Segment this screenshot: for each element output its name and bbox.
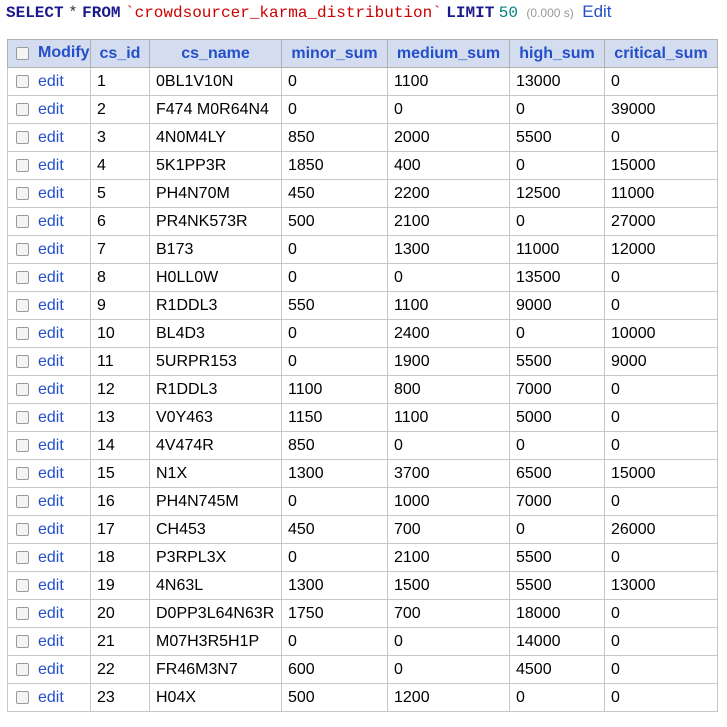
cell-high-sum: 0 [510, 684, 605, 712]
cell-cs-id[interactable]: 17 [91, 516, 150, 544]
row-modify-cell [8, 292, 91, 320]
table-row [8, 124, 718, 152]
cell-critical-sum: 9000 [605, 348, 718, 376]
cell-high-sum: 6500 [510, 460, 605, 488]
row-edit-link[interactable]: edit [38, 520, 64, 538]
cell-cs-id[interactable]: 23 [91, 684, 150, 712]
table-row [8, 348, 718, 376]
cell-minor-sum: 1850 [282, 152, 388, 180]
cell-critical-sum: 27000 [605, 208, 718, 236]
table-row [8, 488, 718, 516]
row-modify-cell [8, 68, 91, 96]
row-checkbox[interactable] [16, 271, 29, 284]
row-checkbox[interactable] [16, 383, 29, 396]
cell-minor-sum: 850 [282, 124, 388, 152]
cell-cs-id[interactable]: 8 [91, 264, 150, 292]
cell-critical-sum: 13000 [605, 572, 718, 600]
row-checkbox[interactable] [16, 215, 29, 228]
cell-medium-sum: 2200 [388, 180, 510, 208]
cell-cs-name: D0PP3L64N63R [150, 600, 282, 628]
query-time: (0.000 s) [526, 6, 574, 20]
cell-high-sum: 0 [510, 432, 605, 460]
sql-star: * [68, 4, 78, 22]
cell-minor-sum: 1300 [282, 460, 388, 488]
row-edit-link[interactable]: edit [38, 576, 64, 594]
cell-high-sum: 13000 [510, 68, 605, 96]
cell-cs-name: PH4N745M [150, 488, 282, 516]
cell-medium-sum: 0 [388, 264, 510, 292]
cell-cs-id[interactable]: 22 [91, 656, 150, 684]
table-row [8, 684, 718, 712]
row-checkbox[interactable] [16, 187, 29, 200]
cell-minor-sum: 1300 [282, 572, 388, 600]
cell-critical-sum: 0 [605, 628, 718, 656]
row-checkbox[interactable] [16, 299, 29, 312]
table-row [8, 320, 718, 348]
cell-critical-sum: 15000 [605, 152, 718, 180]
table-row [8, 152, 718, 180]
cell-cs-name: FR46M3N7 [150, 656, 282, 684]
row-checkbox[interactable] [16, 691, 29, 704]
row-checkbox[interactable] [16, 103, 29, 116]
modify-label[interactable]: Modify [38, 44, 90, 62]
cell-medium-sum: 0 [388, 628, 510, 656]
sql-select-keyword: SELECT [6, 4, 64, 22]
cell-minor-sum: 550 [282, 292, 388, 320]
table-row [8, 292, 718, 320]
cell-critical-sum: 0 [605, 684, 718, 712]
table-body [8, 68, 718, 712]
cell-cs-id[interactable]: 11 [91, 348, 150, 376]
row-checkbox[interactable] [16, 663, 29, 676]
cell-medium-sum: 0 [388, 96, 510, 124]
row-modify-cell [8, 376, 91, 404]
row-edit-link[interactable]: edit [38, 156, 64, 174]
cell-high-sum: 5000 [510, 404, 605, 432]
header-row [8, 40, 718, 68]
cell-cs-id[interactable]: 13 [91, 404, 150, 432]
results-table [7, 39, 718, 712]
cell-high-sum: 5500 [510, 348, 605, 376]
cell-medium-sum: 2100 [388, 544, 510, 572]
table-row [8, 600, 718, 628]
cell-minor-sum: 500 [282, 684, 388, 712]
column-header-cs-name[interactable]: cs_name [150, 40, 282, 68]
cell-high-sum: 7000 [510, 376, 605, 404]
cell-critical-sum: 0 [605, 544, 718, 572]
modify-header [8, 40, 91, 68]
cell-high-sum: 0 [510, 152, 605, 180]
sql-table-name: `crowdsourcer_karma_distribution` [124, 4, 442, 22]
cell-minor-sum: 500 [282, 208, 388, 236]
row-modify-cell [8, 124, 91, 152]
cell-medium-sum: 1000 [388, 488, 510, 516]
cell-critical-sum: 10000 [605, 320, 718, 348]
cell-high-sum: 7000 [510, 488, 605, 516]
row-edit-link[interactable]: edit [38, 436, 64, 454]
cell-critical-sum: 0 [605, 292, 718, 320]
cell-medium-sum: 2400 [388, 320, 510, 348]
row-edit-link[interactable]: edit [38, 632, 64, 650]
cell-minor-sum: 0 [282, 348, 388, 376]
table-row [8, 180, 718, 208]
row-edit-link[interactable]: edit [38, 352, 64, 370]
select-all-checkbox[interactable] [16, 47, 29, 60]
cell-cs-id[interactable]: 18 [91, 544, 150, 572]
row-modify-cell [8, 320, 91, 348]
edit-query-link[interactable]: Edit [582, 2, 612, 21]
sql-limit-keyword: LIMIT [446, 4, 495, 22]
cell-minor-sum: 850 [282, 432, 388, 460]
sql-from-keyword: FROM [82, 4, 121, 22]
cell-cs-name: B173 [150, 236, 282, 264]
row-edit-link[interactable]: edit [38, 380, 64, 398]
table-row [8, 432, 718, 460]
row-checkbox[interactable] [16, 131, 29, 144]
row-edit-link[interactable]: edit [38, 492, 64, 510]
cell-critical-sum: 11000 [605, 180, 718, 208]
row-modify-cell [8, 460, 91, 488]
cell-cs-id[interactable]: 20 [91, 600, 150, 628]
cell-minor-sum: 0 [282, 68, 388, 96]
cell-medium-sum: 0 [388, 432, 510, 460]
row-modify-cell [8, 236, 91, 264]
cell-high-sum: 11000 [510, 236, 605, 264]
cell-cs-id[interactable]: 15 [91, 460, 150, 488]
row-edit-link[interactable]: edit [38, 688, 64, 706]
cell-medium-sum: 1100 [388, 68, 510, 96]
cell-critical-sum: 0 [605, 376, 718, 404]
cell-cs-id[interactable]: 21 [91, 628, 150, 656]
cell-cs-id[interactable]: 1 [91, 68, 150, 96]
cell-cs-name: 4N63L [150, 572, 282, 600]
row-modify-cell [8, 600, 91, 628]
sql-limit-value: 50 [498, 4, 518, 22]
cell-cs-name: PH4N70M [150, 180, 282, 208]
row-checkbox[interactable] [16, 355, 29, 368]
cell-minor-sum: 600 [282, 656, 388, 684]
cell-minor-sum: 0 [282, 544, 388, 572]
row-edit-link[interactable]: edit [38, 548, 64, 566]
table-row [8, 656, 718, 684]
cell-cs-name: V0Y463 [150, 404, 282, 432]
cell-medium-sum: 1200 [388, 684, 510, 712]
row-modify-cell [8, 96, 91, 124]
cell-cs-name: F474 M0R64N4 [150, 96, 282, 124]
cell-cs-name: P3RPL3X [150, 544, 282, 572]
cell-cs-name: 5K1PP3R [150, 152, 282, 180]
row-edit-link[interactable]: edit [38, 464, 64, 482]
table-row [8, 376, 718, 404]
cell-critical-sum: 0 [605, 432, 718, 460]
row-modify-cell [8, 348, 91, 376]
cell-minor-sum: 0 [282, 236, 388, 264]
cell-minor-sum: 1750 [282, 600, 388, 628]
cell-critical-sum: 26000 [605, 516, 718, 544]
cell-cs-name: 5URPR153 [150, 348, 282, 376]
column-header-cs-id[interactable]: cs_id [91, 40, 150, 68]
cell-high-sum: 5500 [510, 124, 605, 152]
table-row [8, 208, 718, 236]
cell-cs-name: 4N0M4LY [150, 124, 282, 152]
cell-cs-name: N1X [150, 460, 282, 488]
cell-medium-sum: 1100 [388, 292, 510, 320]
cell-critical-sum: 0 [605, 600, 718, 628]
cell-cs-id[interactable]: 6 [91, 208, 150, 236]
row-modify-cell [8, 516, 91, 544]
row-checkbox[interactable] [16, 243, 29, 256]
cell-cs-name: 0BL1V10N [150, 68, 282, 96]
cell-medium-sum: 700 [388, 600, 510, 628]
table-row [8, 516, 718, 544]
row-checkbox[interactable] [16, 579, 29, 592]
cell-high-sum: 13500 [510, 264, 605, 292]
table-row [8, 404, 718, 432]
row-checkbox[interactable] [16, 495, 29, 508]
cell-high-sum: 0 [510, 208, 605, 236]
row-checkbox[interactable] [16, 551, 29, 564]
cell-medium-sum: 3700 [388, 460, 510, 488]
cell-cs-id[interactable]: 16 [91, 488, 150, 516]
cell-minor-sum: 1150 [282, 404, 388, 432]
table-row [8, 264, 718, 292]
table-row [8, 572, 718, 600]
row-checkbox[interactable] [16, 635, 29, 648]
cell-minor-sum: 0 [282, 488, 388, 516]
column-header-critical-sum[interactable]: critical_sum [605, 40, 718, 68]
cell-minor-sum: 450 [282, 180, 388, 208]
table-row [8, 544, 718, 572]
cell-high-sum: 5500 [510, 544, 605, 572]
row-edit-link[interactable]: edit [38, 100, 64, 118]
row-edit-link[interactable]: edit [38, 72, 64, 90]
cell-cs-name: H0LL0W [150, 264, 282, 292]
cell-cs-name: CH453 [150, 516, 282, 544]
cell-cs-name: PR4NK573R [150, 208, 282, 236]
cell-cs-name: R1DDL3 [150, 292, 282, 320]
cell-medium-sum: 1900 [388, 348, 510, 376]
row-modify-cell [8, 432, 91, 460]
row-checkbox[interactable] [16, 327, 29, 340]
table-row [8, 68, 718, 96]
row-edit-link[interactable]: edit [38, 184, 64, 202]
row-modify-cell [8, 544, 91, 572]
cell-critical-sum: 0 [605, 656, 718, 684]
row-modify-cell [8, 572, 91, 600]
cell-high-sum: 0 [510, 96, 605, 124]
row-modify-cell [8, 488, 91, 516]
row-edit-link[interactable]: edit [38, 128, 64, 146]
row-modify-cell [8, 404, 91, 432]
cell-cs-name: M07H3R5H1P [150, 628, 282, 656]
cell-minor-sum: 450 [282, 516, 388, 544]
cell-medium-sum: 0 [388, 656, 510, 684]
cell-critical-sum: 0 [605, 68, 718, 96]
cell-medium-sum: 1300 [388, 236, 510, 264]
table-row [8, 236, 718, 264]
row-modify-cell [8, 628, 91, 656]
cell-cs-id[interactable]: 4 [91, 152, 150, 180]
cell-cs-id[interactable]: 7 [91, 236, 150, 264]
cell-cs-id[interactable]: 10 [91, 320, 150, 348]
cell-minor-sum: 0 [282, 628, 388, 656]
cell-medium-sum: 2100 [388, 208, 510, 236]
cell-medium-sum: 400 [388, 152, 510, 180]
cell-cs-id[interactable]: 14 [91, 432, 150, 460]
cell-critical-sum: 0 [605, 404, 718, 432]
row-edit-link[interactable]: edit [38, 324, 64, 342]
row-checkbox[interactable] [16, 439, 29, 452]
row-modify-cell [8, 684, 91, 712]
column-header-minor-sum[interactable]: minor_sum [282, 40, 388, 68]
cell-medium-sum: 800 [388, 376, 510, 404]
row-checkbox[interactable] [16, 467, 29, 480]
cell-minor-sum: 0 [282, 320, 388, 348]
cell-cs-name: BL4D3 [150, 320, 282, 348]
cell-high-sum: 9000 [510, 292, 605, 320]
row-checkbox[interactable] [16, 607, 29, 620]
cell-high-sum: 5500 [510, 572, 605, 600]
row-edit-link[interactable]: edit [38, 240, 64, 258]
row-checkbox[interactable] [16, 159, 29, 172]
cell-medium-sum: 1100 [388, 404, 510, 432]
row-edit-link[interactable]: edit [38, 212, 64, 230]
cell-cs-id[interactable]: 19 [91, 572, 150, 600]
table-row [8, 460, 718, 488]
cell-critical-sum: 39000 [605, 96, 718, 124]
row-modify-cell [8, 180, 91, 208]
row-edit-link[interactable]: edit [38, 268, 64, 286]
row-checkbox[interactable] [16, 411, 29, 424]
cell-high-sum: 14000 [510, 628, 605, 656]
cell-critical-sum: 0 [605, 488, 718, 516]
cell-cs-id[interactable]: 3 [91, 124, 150, 152]
row-edit-link[interactable]: edit [38, 660, 64, 678]
cell-medium-sum: 2000 [388, 124, 510, 152]
cell-minor-sum: 1100 [282, 376, 388, 404]
row-checkbox[interactable] [16, 75, 29, 88]
cell-minor-sum: 0 [282, 96, 388, 124]
row-checkbox[interactable] [16, 523, 29, 536]
cell-medium-sum: 700 [388, 516, 510, 544]
table-row [8, 96, 718, 124]
cell-high-sum: 12500 [510, 180, 605, 208]
cell-critical-sum: 12000 [605, 236, 718, 264]
row-modify-cell [8, 656, 91, 684]
table-row [8, 628, 718, 656]
row-edit-link[interactable]: edit [38, 296, 64, 314]
cell-cs-id[interactable]: 9 [91, 292, 150, 320]
cell-high-sum: 0 [510, 516, 605, 544]
cell-medium-sum: 1500 [388, 572, 510, 600]
cell-critical-sum: 0 [605, 264, 718, 292]
cell-cs-name: R1DDL3 [150, 376, 282, 404]
sql-query-line [6, 2, 612, 24]
cell-critical-sum: 15000 [605, 460, 718, 488]
row-modify-cell [8, 208, 91, 236]
cell-cs-id[interactable]: 2 [91, 96, 150, 124]
cell-cs-id[interactable]: 5 [91, 180, 150, 208]
row-modify-cell [8, 264, 91, 292]
cell-critical-sum: 0 [605, 124, 718, 152]
cell-high-sum: 4500 [510, 656, 605, 684]
column-header-medium-sum[interactable]: medium_sum [388, 40, 510, 68]
cell-cs-name: 4V474R [150, 432, 282, 460]
cell-high-sum: 0 [510, 320, 605, 348]
column-header-high-sum[interactable]: high_sum [510, 40, 605, 68]
cell-cs-id[interactable]: 12 [91, 376, 150, 404]
row-edit-link[interactable]: edit [38, 408, 64, 426]
row-modify-cell [8, 152, 91, 180]
row-edit-link[interactable]: edit [38, 604, 64, 622]
cell-cs-name: H04X [150, 684, 282, 712]
cell-high-sum: 18000 [510, 600, 605, 628]
cell-minor-sum: 0 [282, 264, 388, 292]
